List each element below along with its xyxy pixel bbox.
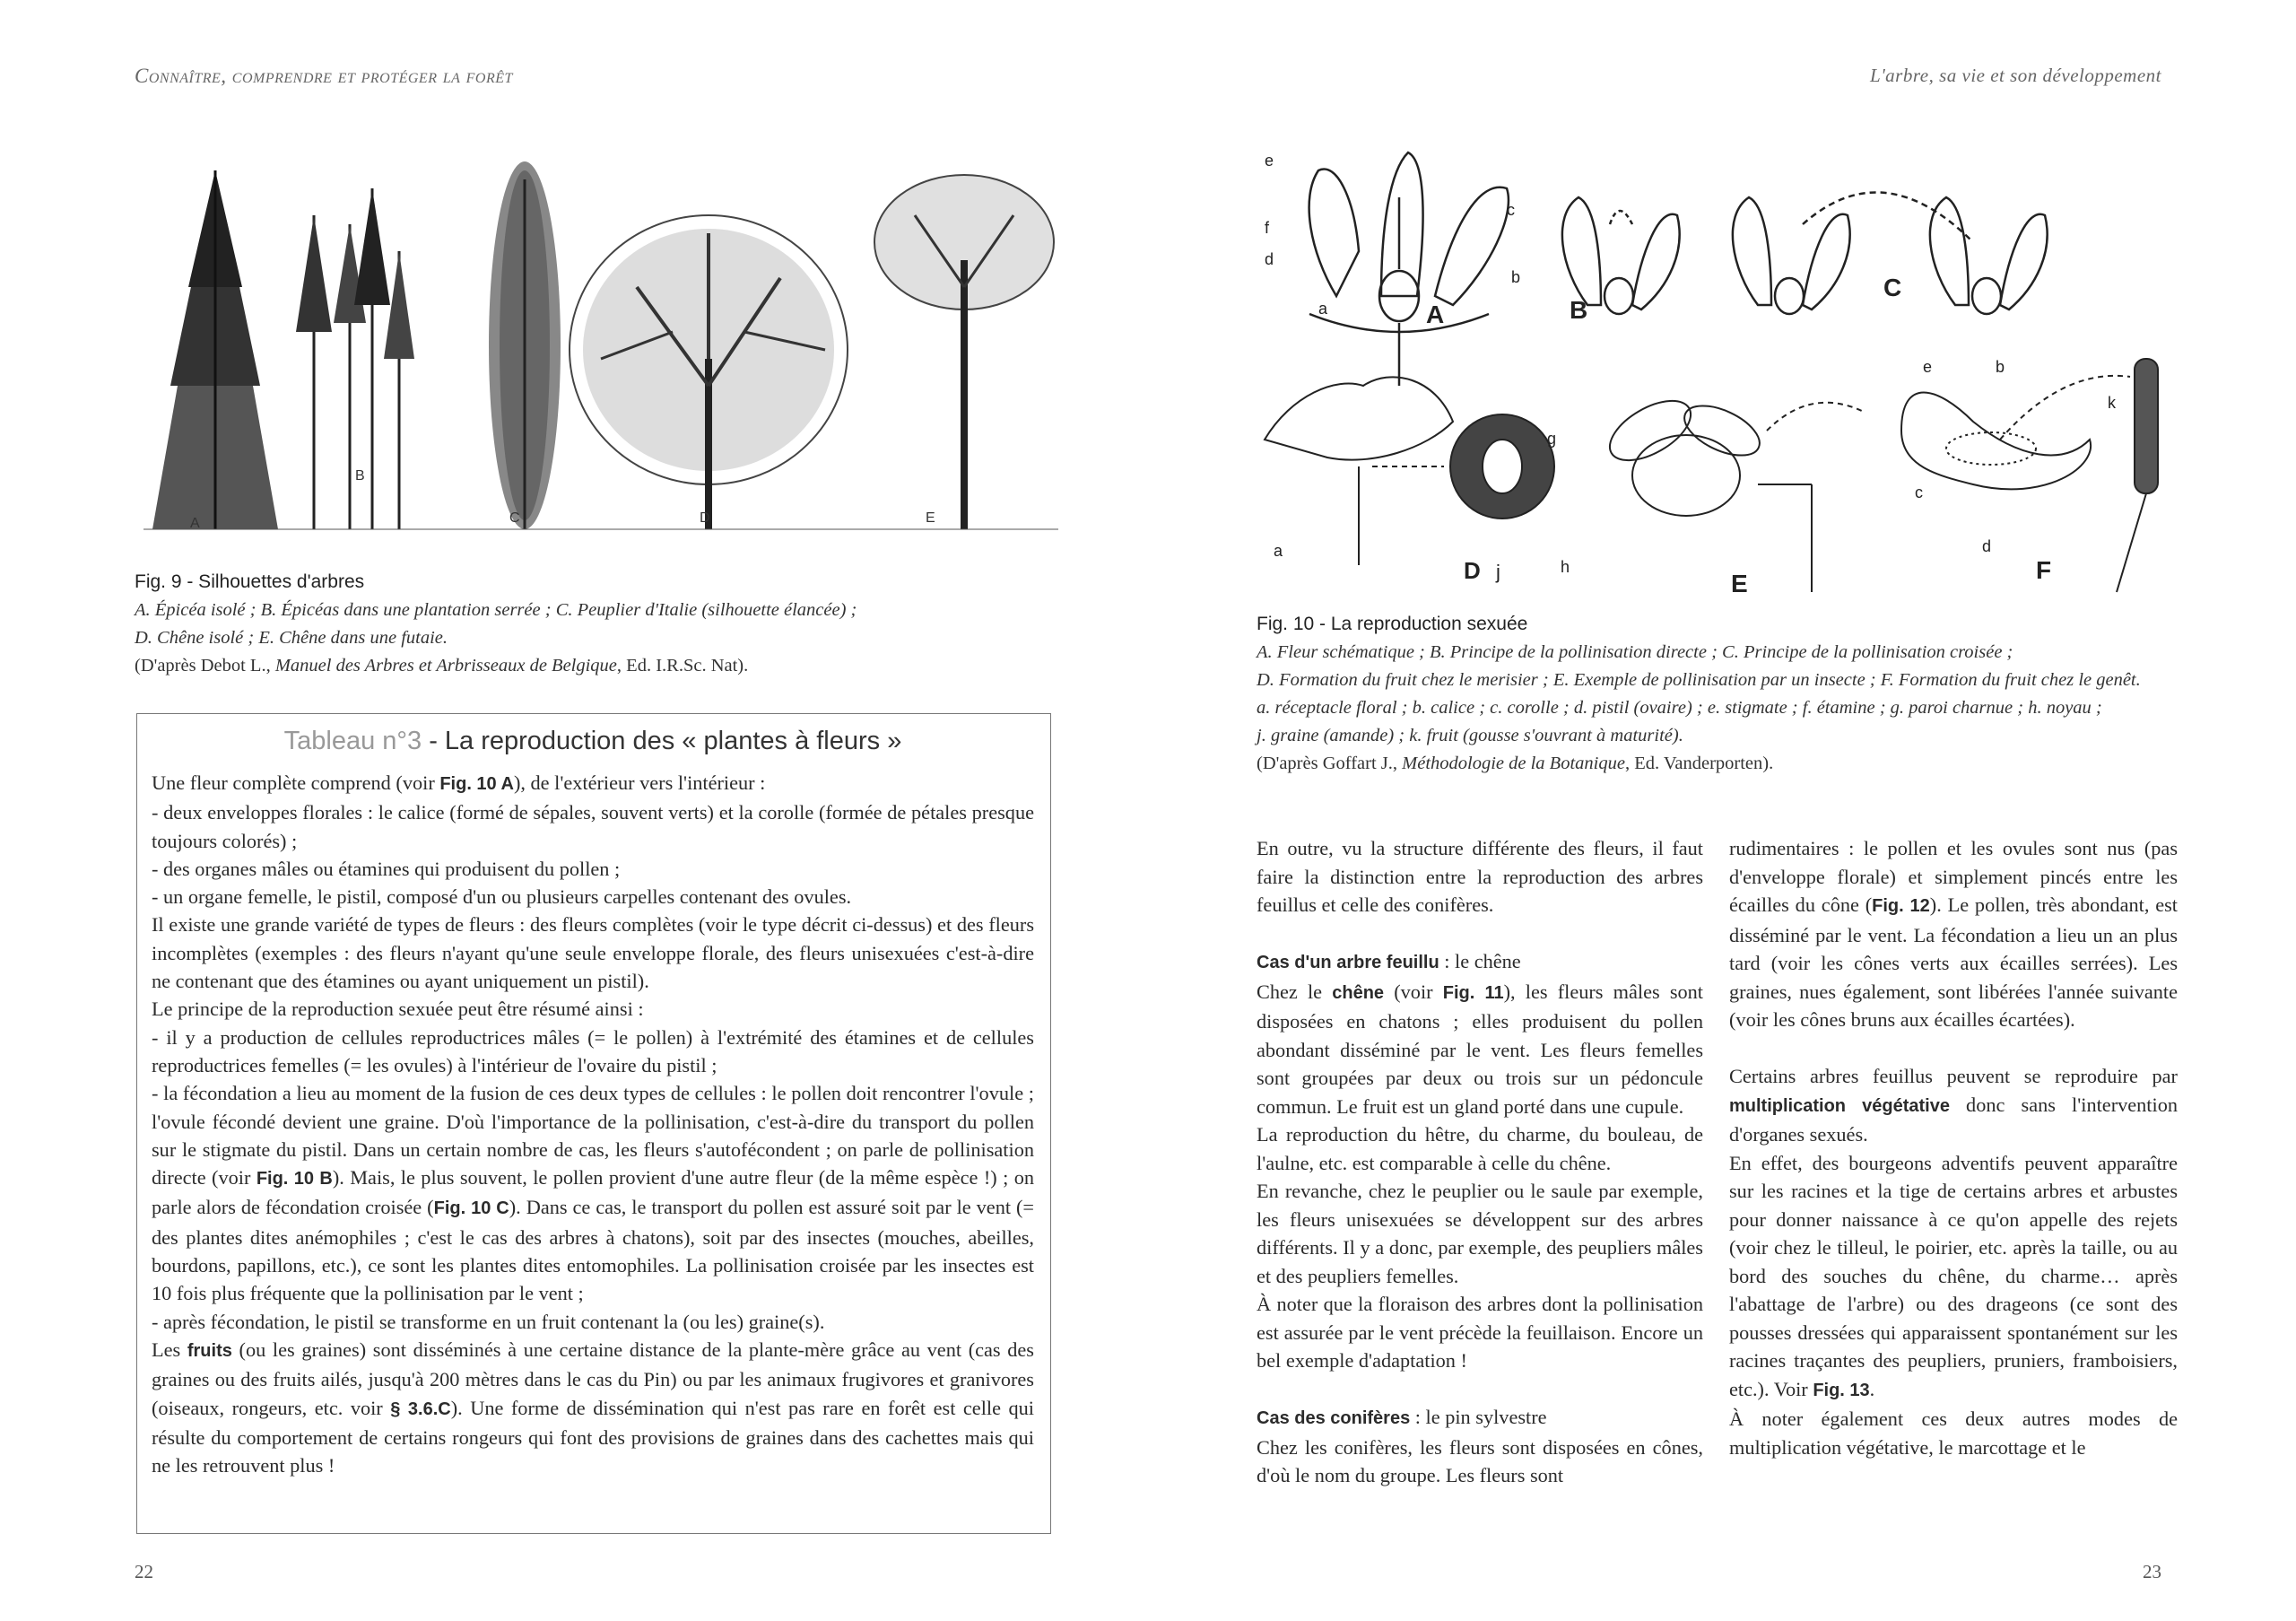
body-paragraph: Chez le chêne (voir Fig. 11), les fleurs mâles sont disposées en chatons ; elles produisent du pollen abondant disséminé par le vent. Les fleurs femelles sont groupées par deux ou trois sur un pédoncule commun. Le fruit est un gland porté dans une cupule. xyxy=(1257,980,1703,1118)
fig10-label-b: b xyxy=(1511,268,1521,286)
paragraph-gap xyxy=(1729,1034,2178,1063)
fig10-label-big-d: D xyxy=(1464,557,1481,584)
fig10-label-e: e xyxy=(1265,152,1274,170)
fig10-d-fruit-formation-illustration xyxy=(1265,377,1557,565)
fig10-label-k: k xyxy=(2108,394,2116,412)
page-number-left: 22 xyxy=(135,1561,153,1582)
fig10-flower-reproduction xyxy=(1256,144,2188,610)
fig9-label-b: B xyxy=(355,468,365,484)
fig9-caption-source: (D'après Debot L., Manuel des Arbres et Arbrisseaux de Belgique, Ed. I.R.Sc. Nat). xyxy=(135,656,749,675)
body-column-2 xyxy=(1729,834,2178,1461)
fig10-label-big-e: E xyxy=(1731,570,1748,597)
fig10-label-big-f: F xyxy=(2036,556,2052,584)
tableau-paragraph: - il y a production de cellules reproductrices mâles (= le pollen) à l'extrémité des étamines et de cellules reproductrices femelles (= les ovules) à l'intérieur de l'ovaire du pistil ; xyxy=(152,1025,1034,1076)
fig9-tree-silhouettes xyxy=(135,153,1067,547)
fig10-label-c: c xyxy=(1507,201,1515,219)
running-head-left: Connaître, comprendre et protéger la forêt xyxy=(135,65,513,87)
tableau-title: Tableau n°3 - La reproduction des « plantes à fleurs » xyxy=(283,727,902,755)
paragraph-gap xyxy=(1257,1375,1703,1404)
fig10-caption-line: j. graine (amande) ; k. fruit (gousse s'ouvrant à maturité). xyxy=(1257,726,1683,745)
fig9-caption-title: Fig. 9 - Silhouettes d'arbres xyxy=(135,571,365,592)
fig10-caption-line: A. Fleur schématique ; B. Principe de la pollinisation directe ; C. Principe de la pollinisation croisée ; xyxy=(1257,642,2013,662)
fig9-caption-line: A. Épicéa isolé ; B. Épicéas dans une plantation serrée ; C. Peuplier d'Italie (silhouette élancée) ; xyxy=(135,600,857,620)
body-paragraph: En outre, vu la structure différente des fleurs, il faut faire la distinction entre la reproduction des arbres feuillus et celle des conifères. xyxy=(1257,837,1703,916)
running-head-right: L'arbre, sa vie et son développement xyxy=(1870,65,2161,86)
page-number-right: 23 xyxy=(2143,1561,2161,1582)
fig9-label-c: C xyxy=(509,510,520,526)
body-paragraph: En effet, des bourgeons adventifs peuvent apparaître sur les racines et la tige de certains arbres et arbustes pour donner naissance à ce qu'on appelle des rejets (voir chez le tilleul, le poirier, etc. après la taille, ou au bord des souches du chêne, du charme… après l'abattage de l'arbre) ou des drageons (ce sont des pousses dressées qui apparaissent spontanément sur les racines traçantes des peupliers, pruniers, framboisiers, etc.). Voir Fig. 13. xyxy=(1729,1151,2178,1400)
paragraph-gap xyxy=(1257,919,1703,948)
fig10-label-a: a xyxy=(1318,300,1328,318)
fig10-label-j: j xyxy=(1496,561,1500,583)
tree-a-spruce-illustration xyxy=(152,170,278,529)
fig10-a-flower-illustration xyxy=(1309,153,1509,386)
fig10-label-big-b: B xyxy=(1570,296,1588,324)
tableau-paragraph: - la fécondation a lieu au moment de la fusion de ces deux types de cellules : le pollen doit rencontrer l'ovule ; l'ovule fécondé devient une graine. D'où l'importance de la pollinisation, c'est-à-dire du transport du pollen sur le stigmate du pistil. Dans un certain nombre de cas, les fleurs s'autofécondent ; on parle de pollinisation directe (voir Fig. 10 B). Mais, le plus souvent, le pollen provient d'une autre fleur (de la même espèce !) ; on parle alors de fécondation croisée (Fig. 10 C). Dans ce cas, le transport du pollen est assuré soit par le vent (= des plantes dites anémophiles ; c'est le cas des arbres à chatons), soit par des insectes (mouches, abeilles, bourdons, papillons, etc.), ce sont les plantes dites entomophiles. La pollinisation croisée par les insectes est 10 fois plus fréquente que la pollinisation par le vent ; xyxy=(152,1082,1035,1305)
fig10-caption xyxy=(1257,610,2243,778)
tree-c-poplar-illustration xyxy=(489,161,561,529)
fig10-label-a2: a xyxy=(1274,542,1283,560)
tableau-paragraph: Le principe de la reproduction sexuée peut être résumé ainsi : xyxy=(152,998,644,1021)
fig10-caption-source: (D'après Goffart J., Méthodologie de la Botanique, Ed. Vanderporten). xyxy=(1257,754,1774,773)
fig10-label-big-a: A xyxy=(1426,301,1445,328)
body-paragraph: Cas des conifères : le pin sylvestre xyxy=(1257,1406,1547,1428)
body-paragraph: À noter que la floraison des arbres dont la pollinisation est assurée par le vent précède la feuillaison. Encore un bel exemple d'adaptation ! xyxy=(1257,1293,1703,1372)
fig10-label-h: h xyxy=(1561,558,1570,576)
fig10-label-big-c: C xyxy=(1883,274,1902,301)
fig10-e-insect-illustration xyxy=(1600,388,1866,592)
body-paragraph: Chez les conifères, les fleurs sont disposées en cônes, d'où le nom du groupe. Les fleurs sont xyxy=(1257,1435,1703,1486)
body-paragraph: Cas d'un arbre feuillu : le chêne xyxy=(1257,950,1521,972)
fig10-label-d2: d xyxy=(1982,537,1992,555)
tableau-paragraph: Il existe une grande variété de types de fleurs : des fleurs complètes (voir le type décrit ci-dessus) et des fleurs incomplètes (exemples : des fleurs n'ayant qu'une seule enveloppe florale, des fleurs unisexuées c'est-à-dire ne contenant que des étamines ou ayant uniquement un pistil). xyxy=(152,913,1034,993)
fig10-caption-title: Fig. 10 - La reproduction sexuée xyxy=(1257,614,1528,634)
body-paragraph: La reproduction du hêtre, du charme, du bouleau, de l'aulne, etc. est comparable à celle du chêne. xyxy=(1257,1123,1703,1174)
tableau-body xyxy=(152,769,1034,1479)
tableau-paragraph: - deux enveloppes florales : le calice (formé de sépales, souvent verts) et la corolle (formée de pétales presque toujours colorés) ; xyxy=(152,801,1034,852)
tableau-paragraph: Une fleur complète comprend (voir Fig. 10 A), de l'extérieur vers l'intérieur : xyxy=(152,771,766,794)
fig10-label-g: g xyxy=(1547,430,1557,448)
body-paragraph: Certains arbres feuillus peuvent se reproduire par multiplication végétative donc sans l'intervention d'organes sexués. xyxy=(1729,1065,2178,1146)
body-paragraph: En revanche, chez le peuplier ou le saule par exemple, les fleurs unisexuées se développent sur des arbres différents. Il y a donc, par exemple, des peupliers mâles et des peupliers femelles. xyxy=(1257,1180,1703,1287)
fig10-caption-line: D. Formation du fruit chez le merisier ; E. Exemple de pollinisation par un insecte ; F. Formation du fruit chez le genêt. xyxy=(1257,670,2141,690)
fig10-label-c2: c xyxy=(1915,484,1923,501)
fig9-label-d: D xyxy=(700,510,710,526)
tree-e-forest-oak-illustration xyxy=(874,175,1054,529)
tableau-3-box xyxy=(136,713,1051,1534)
tableau-paragraph: Les fruits (ou les graines) sont disséminés à une certaine distance de la plante-mère grâce au vent (cas des graines ou des fruits ailés, jusqu'à 200 mètres dans le cas du Pin) ou par les animaux frugivores et granivores (oiseaux, rongeurs, etc. voir § 3.6.C). Une forme de dissémination qui n'est pas rare en forêt est celle qui résulte du comportement de certains rongeurs qui font des provisions de graines dans des cachettes mais qui ne les retrouvent plus ! xyxy=(152,1338,1035,1477)
fig10-label-d: d xyxy=(1265,250,1274,268)
tableau-paragraph: - après fécondation, le pistil se transforme en un fruit contenant la (ou les) graine(s). xyxy=(152,1310,825,1333)
fig10-caption-line: a. réceptacle floral ; b. calice ; c. corolle ; d. pistil (ovaire) ; e. stigmate ; f. étamine ; g. paroi charnue ; h. noyau ; xyxy=(1257,698,2102,718)
fig10-f-pod-illustration xyxy=(1901,359,2158,592)
tree-d-oak-illustration xyxy=(570,215,848,529)
tableau-paragraph: - des organes mâles ou étamines qui produisent du pollen ; xyxy=(152,857,621,880)
fig9-caption-line: D. Chêne isolé ; E. Chêne dans une futaie. xyxy=(135,628,448,648)
fig9-caption xyxy=(135,568,1067,680)
body-paragraph: À noter également ces deux autres modes de multiplication végétative, le marcottage et le xyxy=(1729,1407,2178,1459)
body-paragraph: rudimentaires : le pollen et les ovules sont nus (pas d'enveloppe florale) et simplement pincés entre les écailles du cône (Fig. 12). Le pollen, très abondant, est disséminé par le vent. La fécondation a lieu un an plus tard (voir les cônes verts aux écailles serrées). Les graines, nues également, sont libérées l'année suivante (voir les cônes bruns aux écailles écartées). xyxy=(1729,837,2178,1031)
tableau-paragraph: - un organe femelle, le pistil, composé d'un ou plusieurs carpelles contenant des ovules. xyxy=(152,885,852,909)
body-column-1 xyxy=(1257,834,1703,1490)
fig10-label-b2: b xyxy=(1996,358,2005,376)
fig9-label-a: A xyxy=(190,516,200,531)
fig10-label-e2: e xyxy=(1923,358,1933,376)
fig10-label-f: f xyxy=(1265,219,1270,237)
fig9-label-e: E xyxy=(926,510,935,526)
